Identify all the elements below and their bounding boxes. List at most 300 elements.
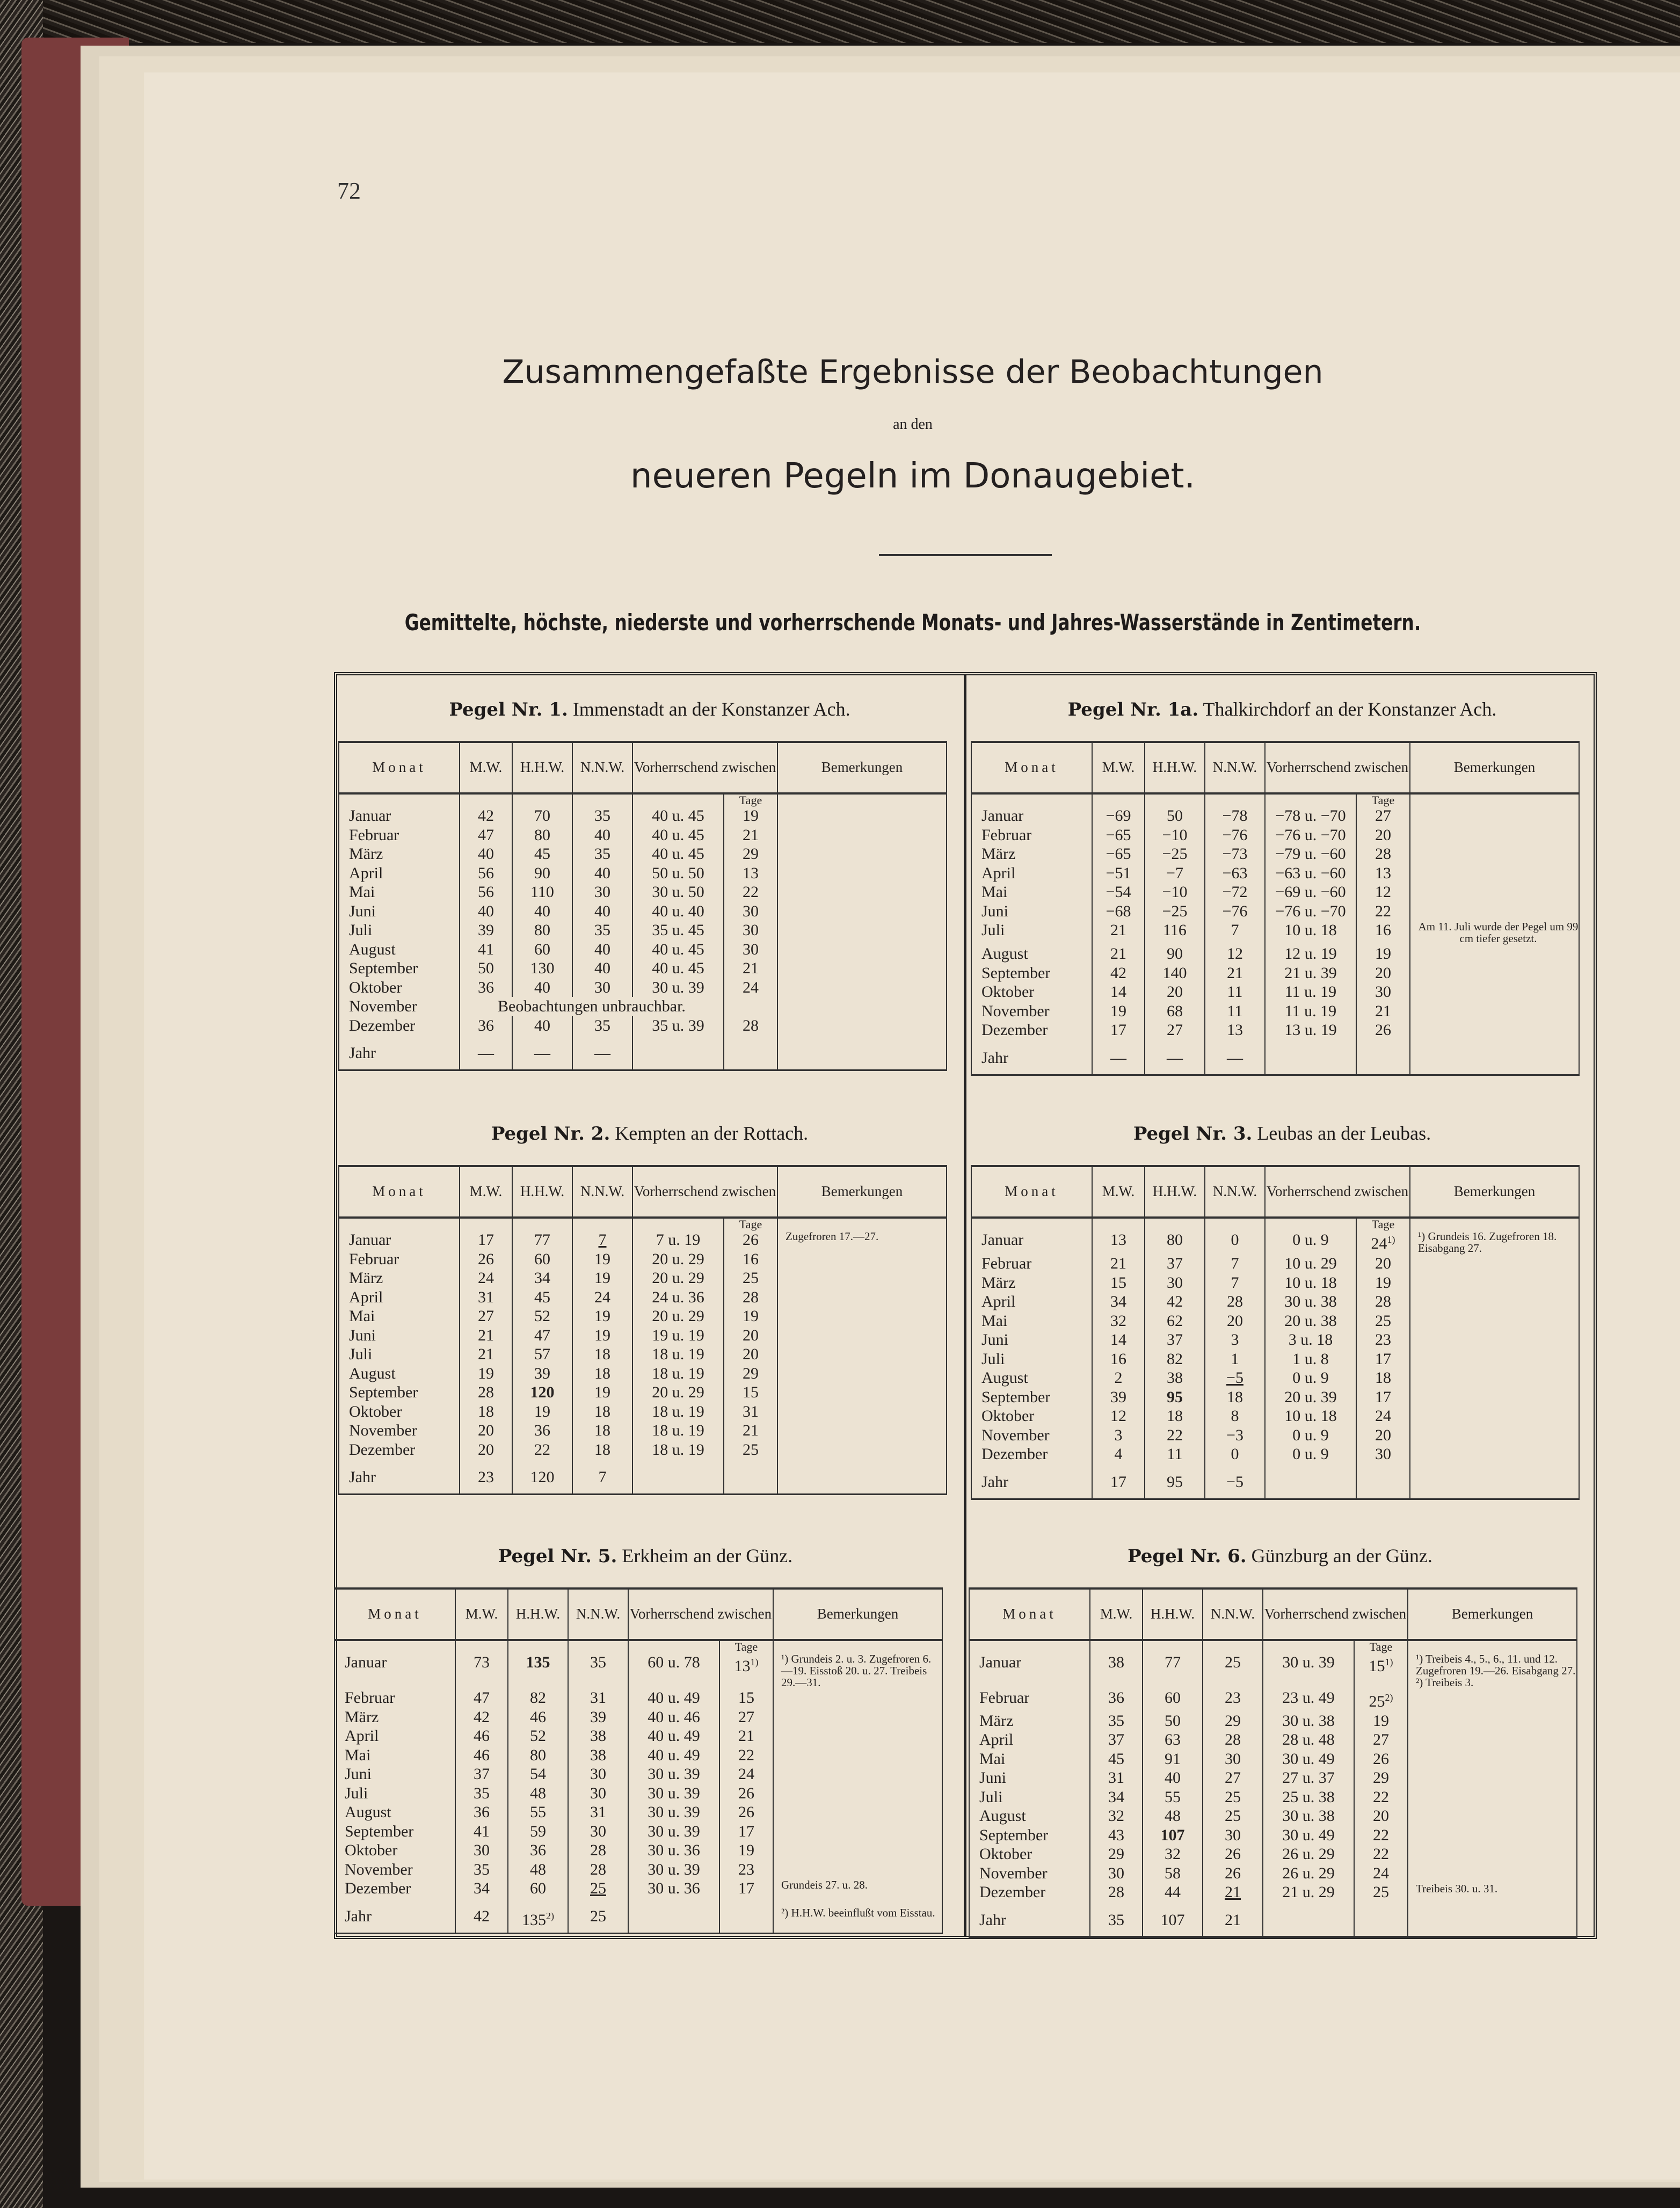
spacer-cell	[1265, 1043, 1356, 1075]
month-cell: Oktober	[339, 978, 460, 997]
hhw-cell: 57	[512, 1345, 572, 1364]
hhw-cell: 30	[1145, 1273, 1205, 1293]
remarks-cell	[1410, 1292, 1579, 1311]
vorh-cell: −63 u. −60	[1265, 864, 1356, 883]
remarks-cell	[777, 940, 947, 959]
tage-label: Tage	[1356, 793, 1410, 806]
remarks-cell	[777, 921, 947, 940]
remarks-text: ¹) Treibeis 4., 5., 6., 11. und 12. Zugefroren 19.—26. Eisabgang 27. ²) Treibeis 3.	[1416, 1652, 1576, 1689]
month-cell: Dezember	[339, 1016, 460, 1039]
remarks-cell	[773, 1746, 942, 1765]
mw-cell: 4	[1092, 1445, 1145, 1467]
year-nnw: —	[1205, 1043, 1265, 1075]
spacer-cell	[632, 1462, 724, 1495]
table-row	[339, 921, 947, 940]
hhw-cell: 90	[1145, 944, 1205, 964]
month-cell: April	[334, 1726, 455, 1746]
table-row	[334, 1803, 942, 1822]
header-mw: M.W.	[455, 1588, 508, 1640]
header-bemerkungen: Bemerkungen	[1410, 742, 1579, 793]
month-cell: September	[339, 959, 460, 978]
mw-cell: 20	[460, 1440, 512, 1463]
tage-cell: 16	[724, 1250, 777, 1269]
spacer-cell	[1410, 1218, 1579, 1230]
nnw-cell: 40	[572, 826, 632, 845]
nnw-cell: −73	[1205, 844, 1265, 864]
year-label: Jahr	[971, 1467, 1092, 1499]
nnw-cell: 3	[1205, 1330, 1265, 1350]
hhw-cell: 60	[1143, 1688, 1203, 1711]
year-hhw: —	[1145, 1043, 1205, 1075]
header-nnw: N.N.W.	[1205, 1166, 1265, 1218]
mw-cell: 37	[1090, 1730, 1143, 1750]
table-row	[339, 826, 947, 845]
hhw-cell: 50	[1143, 1711, 1203, 1731]
hhw-cell: 20	[1145, 982, 1205, 1002]
vorh-cell: 10 u. 18	[1265, 1273, 1356, 1293]
mw-cell: 46	[455, 1746, 508, 1765]
month-cell: Juli	[339, 1345, 460, 1364]
spacer-cell	[969, 1640, 1090, 1653]
tage-cell: 20	[1356, 826, 1410, 845]
vorh-cell: 10 u. 18	[1265, 1407, 1356, 1426]
tage-cell: 22	[1354, 1826, 1408, 1845]
hhw-cell: 60	[512, 940, 572, 959]
tage-cell: 17	[719, 1879, 773, 1901]
year-row	[971, 1467, 1579, 1499]
nnw-cell: 23	[1203, 1688, 1263, 1711]
table-row	[971, 1388, 1579, 1407]
spacer-cell	[1265, 1218, 1356, 1230]
remarks-cell	[1410, 826, 1579, 845]
remarks-cell	[1410, 944, 1579, 964]
spacer-cell	[1090, 1640, 1143, 1653]
panel-place: Günzburg an der Günz.	[1251, 1545, 1432, 1566]
vorh-cell: 30 u. 49	[1263, 1826, 1354, 1845]
tage-cell: 30	[1356, 982, 1410, 1002]
month-cell: Juni	[969, 1768, 1090, 1788]
header-vorherrschend: Vorherrschend zwischen	[1265, 742, 1410, 793]
nnw-cell: 35	[572, 844, 632, 864]
mw-cell: 21	[1092, 1254, 1145, 1273]
mw-cell: 15	[1092, 1273, 1145, 1293]
hhw-cell: 37	[1145, 1254, 1205, 1273]
tage-cell: 23	[1356, 1330, 1410, 1350]
tage-cell: 23	[719, 1860, 773, 1879]
spacer-cell	[455, 1640, 508, 1653]
nnw-cell: −76	[1205, 826, 1265, 845]
vorh-cell: 0 u. 9	[1265, 1426, 1356, 1445]
year-hhw: —	[512, 1038, 572, 1070]
table-row	[971, 1445, 1579, 1467]
remarks-cell	[777, 1269, 947, 1288]
remarks-cell	[1408, 1788, 1577, 1807]
mw-cell: 27	[460, 1307, 512, 1326]
remarks-jahr: ²) H.H.W. beeinflußt vom Eisstau.	[781, 1906, 935, 1919]
tage-cell: 21	[724, 959, 777, 978]
table-row	[971, 864, 1579, 883]
mw-cell: −54	[1092, 883, 1145, 902]
remarks-cell	[1410, 844, 1579, 864]
year-mw: —	[1092, 1043, 1145, 1075]
tage-cell	[1354, 1688, 1408, 1711]
table-row	[969, 1750, 1577, 1769]
vertical-divider	[964, 675, 966, 1937]
table-row	[971, 1368, 1579, 1388]
mw-cell: 36	[1090, 1688, 1143, 1711]
vorh-cell: 30 u. 36	[628, 1841, 719, 1860]
hhw-cell: 80	[1145, 1230, 1205, 1254]
spacer-cell	[568, 1640, 628, 1653]
vorh-cell: 40 u. 49	[628, 1688, 719, 1708]
nnw-cell: 30	[572, 883, 632, 902]
mw-cell: 19	[1092, 1002, 1145, 1021]
nnw-cell: 40	[572, 940, 632, 959]
header-mw: M.W.	[460, 742, 512, 793]
month-cell: November	[339, 997, 460, 1016]
panel-label: Pegel Nr. 6.	[1128, 1546, 1247, 1567]
remarks-cell	[1410, 864, 1579, 883]
hhw-cell: 107	[1143, 1826, 1203, 1845]
nnw-cell: 7	[1205, 1254, 1265, 1273]
spacer-cell	[777, 1218, 947, 1230]
mw-cell: 34	[1090, 1788, 1143, 1807]
month-cell: November	[969, 1864, 1090, 1883]
spacer-cell	[724, 1462, 777, 1495]
vorh-cell: 21 u. 39	[1265, 964, 1356, 983]
remarks-cell	[777, 806, 947, 826]
mw-cell: 14	[1092, 1330, 1145, 1350]
month-cell: März	[971, 1273, 1092, 1293]
spacer-cell	[1356, 1467, 1410, 1499]
nnw-cell: 35	[572, 921, 632, 940]
nnw-cell: 19	[572, 1250, 632, 1269]
header-monat: Monat	[971, 1166, 1092, 1218]
nnw-cell: 13	[1205, 1021, 1265, 1043]
footnote-mark: 1)	[750, 1657, 759, 1667]
month-cell: Dezember	[969, 1883, 1090, 1905]
year-label: Jahr	[969, 1905, 1090, 1937]
tage-label: Tage	[724, 1218, 777, 1230]
tage-cell: 27	[1356, 806, 1410, 826]
tage-cell: 24	[719, 1765, 773, 1784]
tage-cell: 15	[724, 1383, 777, 1402]
year-mw: 23	[460, 1462, 512, 1495]
mw-cell: 19	[460, 1364, 512, 1383]
mw-cell: 36	[460, 1016, 512, 1039]
month-cell: Februar	[339, 1250, 460, 1269]
vorh-cell: 40 u. 49	[628, 1746, 719, 1765]
header-mw: M.W.	[1090, 1588, 1143, 1640]
mw-cell: 12	[1092, 1407, 1145, 1426]
tage-label: Tage	[724, 793, 777, 806]
tage-cell: 30	[724, 940, 777, 959]
spacer-cell	[339, 793, 460, 806]
tage-cell: 13	[724, 864, 777, 883]
hhw-cell: 120	[512, 1383, 572, 1402]
page-number: 72	[337, 178, 361, 204]
tage-cell: 30	[724, 921, 777, 940]
spacer-cell	[1354, 1905, 1408, 1937]
mw-cell: 39	[1092, 1388, 1145, 1407]
hhw-cell: 37	[1145, 1330, 1205, 1350]
vorh-cell: 30 u. 49	[1263, 1750, 1354, 1769]
hhw-cell: 59	[508, 1822, 568, 1841]
vorh-cell: 24 u. 36	[632, 1288, 724, 1307]
month-cell: Juli	[334, 1784, 455, 1803]
mw-cell: 30	[1090, 1864, 1143, 1883]
remarks-cell	[1408, 1864, 1577, 1883]
month-cell: Februar	[339, 826, 460, 845]
table-row	[971, 1230, 1579, 1254]
month-cell: Mai	[339, 883, 460, 902]
nnw-cell: 19	[572, 1326, 632, 1345]
hhw-cell: 18	[1145, 1407, 1205, 1426]
remarks-cell	[773, 1708, 942, 1727]
vorh-cell: 30 u. 39	[632, 978, 724, 997]
mw-cell: 37	[455, 1765, 508, 1784]
tage-cell: 20	[1356, 964, 1410, 983]
header-vorherrschend: Vorherrschend zwischen	[1265, 1166, 1410, 1218]
hhw-cell: 44	[1143, 1883, 1203, 1905]
table-row	[339, 1345, 947, 1364]
remarks-cell	[1408, 1750, 1577, 1769]
mw-cell: 14	[1092, 982, 1145, 1002]
tage-cell: 22	[1354, 1845, 1408, 1864]
table-row	[971, 883, 1579, 902]
remarks-cell	[1410, 806, 1579, 826]
remarks-cell	[773, 1860, 942, 1879]
remarks-cell	[773, 1822, 942, 1841]
tage-value: 13	[734, 1657, 751, 1675]
remarks-cell	[1408, 1826, 1577, 1845]
mw-cell: −65	[1092, 826, 1145, 845]
month-cell: Oktober	[969, 1845, 1090, 1864]
month-cell: Januar	[969, 1653, 1090, 1688]
nnw-cell: −63	[1205, 864, 1265, 883]
spacer-cell	[632, 793, 724, 806]
spacer-cell	[1410, 793, 1579, 806]
spacer-cell	[1092, 1218, 1145, 1230]
spacer-cell	[1145, 793, 1205, 806]
vorh-cell: 26 u. 29	[1263, 1845, 1354, 1864]
hhw-cell: 116	[1145, 921, 1205, 944]
nnw-cell: −78	[1205, 806, 1265, 826]
nnw-cell: 18	[572, 1364, 632, 1383]
mw-cell: 56	[460, 883, 512, 902]
hhw-cell: 42	[1145, 1292, 1205, 1311]
mw-cell: 41	[460, 940, 512, 959]
table-row	[971, 944, 1579, 964]
panel-place: Leubas an der Leubas.	[1257, 1123, 1431, 1144]
tage-cell: 26	[1354, 1750, 1408, 1769]
remarks-cell	[1410, 1388, 1579, 1407]
nnw-cell: 30	[1203, 1750, 1263, 1769]
tage-cell: 24	[1354, 1864, 1408, 1883]
spacer-cell	[1263, 1905, 1354, 1937]
nnw-cell: 11	[1205, 1002, 1265, 1021]
vorh-cell: 30 u. 50	[632, 883, 724, 902]
vorh-cell: 20 u. 29	[632, 1269, 724, 1288]
tage-cell: 17	[1356, 1388, 1410, 1407]
year-hhw: 120	[512, 1462, 572, 1495]
table-row	[969, 1864, 1577, 1883]
table-row	[339, 1016, 947, 1039]
year-mw: —	[460, 1038, 512, 1070]
header-nnw: N.N.W.	[572, 1166, 632, 1218]
mw-cell: 34	[455, 1879, 508, 1901]
tage-cell: 21	[724, 826, 777, 845]
month-cell: Juli	[339, 921, 460, 940]
mw-cell: 24	[460, 1269, 512, 1288]
table-row	[334, 1708, 942, 1727]
remarks-cell	[1410, 964, 1579, 983]
nnw-cell: 35	[572, 806, 632, 826]
table-row	[339, 1402, 947, 1422]
month-cell: September	[339, 1383, 460, 1402]
nnw-cell: −3	[1205, 1426, 1265, 1445]
spacer-cell	[460, 793, 512, 806]
hhw-cell: 40	[512, 1016, 572, 1039]
remarks-cell	[1410, 1311, 1579, 1331]
mw-cell: −69	[1092, 806, 1145, 826]
remarks-cell	[777, 883, 947, 902]
panel-title	[971, 698, 1594, 720]
tage-cell	[1356, 1230, 1410, 1254]
remarks-cell	[777, 1402, 947, 1422]
remarks-dezember: Grundeis 27. u. 28.	[781, 1878, 868, 1891]
header-bemerkungen: Bemerkungen	[777, 742, 947, 793]
vorh-cell: 18 u. 19	[632, 1440, 724, 1463]
tage-cell: 28	[1356, 1292, 1410, 1311]
year-nnw: 7	[572, 1462, 632, 1495]
vorh-cell: 20 u. 39	[1265, 1388, 1356, 1407]
remarks-cell	[1408, 1905, 1577, 1937]
vorh-cell: 30 u. 39	[1263, 1653, 1354, 1688]
table-row	[971, 1330, 1579, 1350]
vorh-cell: −79 u. −60	[1265, 844, 1356, 864]
tage-cell: 20	[1356, 1426, 1410, 1445]
vorh-cell: 7 u. 19	[632, 1230, 724, 1250]
spacer-cell	[1263, 1640, 1354, 1653]
month-cell: August	[339, 1364, 460, 1383]
nnw-cell: 30	[568, 1822, 628, 1841]
month-cell: März	[969, 1711, 1090, 1731]
remarks-cell	[1410, 982, 1579, 1002]
table-row	[339, 1440, 947, 1463]
tage-cell	[724, 997, 777, 1016]
table-row	[971, 1311, 1579, 1331]
table-row	[971, 1002, 1579, 1021]
table-row	[969, 1730, 1577, 1750]
table-row	[969, 1768, 1577, 1788]
table-row	[969, 1788, 1577, 1807]
remarks-cell	[773, 1653, 942, 1688]
spacer-cell	[1145, 1218, 1205, 1230]
spacer-cell	[632, 1218, 724, 1230]
remarks-cell	[773, 1726, 942, 1746]
tage-value: 15	[1369, 1657, 1385, 1675]
header-monat: Monat	[334, 1588, 455, 1640]
nnw-cell: 27	[1203, 1768, 1263, 1788]
spacer-cell	[719, 1901, 773, 1934]
month-cell: Mai	[334, 1746, 455, 1765]
tage-cell: 28	[724, 1016, 777, 1039]
month-cell: Juni	[339, 902, 460, 921]
table-row	[339, 864, 947, 883]
heading-line3: neueren Pegeln im Donaugebiet.	[630, 456, 1195, 496]
tage-cell: 22	[1356, 902, 1410, 921]
nnw-cell: 21	[1203, 1883, 1263, 1905]
month-cell: September	[971, 964, 1092, 983]
vorh-cell: 40 u. 46	[628, 1708, 719, 1727]
remarks-cell	[773, 1841, 942, 1860]
nnw-cell: 28	[568, 1841, 628, 1860]
hhw-cell: 77	[512, 1230, 572, 1250]
month-cell: November	[971, 1426, 1092, 1445]
vorh-cell: 35 u. 39	[632, 1016, 724, 1039]
nnw-cell: 26	[1203, 1864, 1263, 1883]
mw-cell: 36	[455, 1803, 508, 1822]
mw-cell: 29	[1090, 1845, 1143, 1864]
mw-cell: 21	[1092, 921, 1145, 944]
month-cell: März	[339, 844, 460, 864]
mw-cell: 50	[460, 959, 512, 978]
remarks-cell	[1410, 1407, 1579, 1426]
vorh-cell: 10 u. 18	[1265, 921, 1356, 944]
hhw-cell: 90	[512, 864, 572, 883]
mw-cell: 30	[455, 1841, 508, 1860]
hhw-cell: 52	[508, 1726, 568, 1746]
table-row	[334, 1653, 942, 1688]
header-hhw: H.H.W.	[1143, 1588, 1203, 1640]
month-cell: August	[339, 940, 460, 959]
mw-cell: 45	[1090, 1750, 1143, 1769]
nnw-cell: −5	[1205, 1368, 1265, 1388]
vorh-cell: 40 u. 45	[632, 844, 724, 864]
nnw-cell: 1	[1205, 1350, 1265, 1369]
hhw-cell: 50	[1145, 806, 1205, 826]
remarks-cell	[777, 1250, 947, 1269]
table-row	[969, 1845, 1577, 1864]
mw-cell: 26	[460, 1250, 512, 1269]
mw-cell: 31	[1090, 1768, 1143, 1788]
vorh-cell: 18 u. 19	[632, 1421, 724, 1440]
vorh-cell: 40 u. 45	[632, 826, 724, 845]
month-cell: Mai	[971, 1311, 1092, 1331]
table-row	[334, 1841, 942, 1860]
hhw-cell: 22	[512, 1440, 572, 1463]
month-cell: Dezember	[971, 1445, 1092, 1467]
nnw-cell: 19	[572, 1269, 632, 1288]
month-cell: September	[969, 1826, 1090, 1845]
pegel-table	[334, 1587, 943, 1934]
vorh-cell: 20 u. 29	[632, 1250, 724, 1269]
hhw-cell: 39	[512, 1364, 572, 1383]
hhw-cell: 91	[1143, 1750, 1203, 1769]
month-cell: Januar	[334, 1653, 455, 1688]
table-row	[971, 1254, 1579, 1273]
vorh-cell: −76 u. −70	[1265, 902, 1356, 921]
mw-cell: 21	[460, 1326, 512, 1345]
tage-cell: 19	[719, 1841, 773, 1860]
vorh-cell: 60 u. 78	[628, 1653, 719, 1688]
hhw-cell: 80	[508, 1746, 568, 1765]
table-row	[339, 1269, 947, 1288]
tage-cell: 25	[1354, 1883, 1408, 1905]
mw-cell: −68	[1092, 902, 1145, 921]
panel-title	[971, 1122, 1594, 1145]
